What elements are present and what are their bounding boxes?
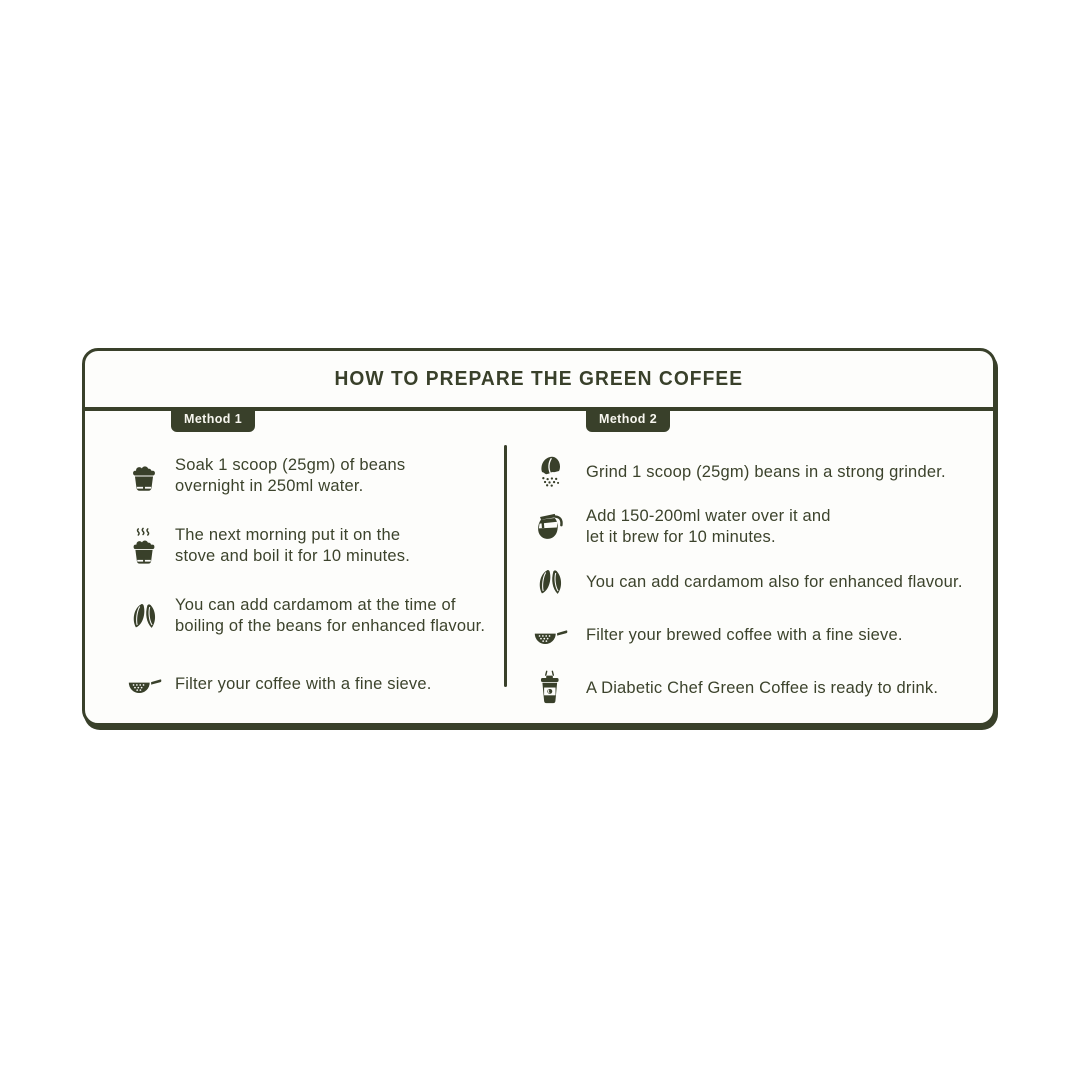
cardamom-pods-icon	[531, 563, 569, 601]
step-text	[175, 455, 405, 497]
grinder-bean-icon	[531, 453, 569, 491]
step-line: overnight in 250ml water.	[175, 477, 364, 495]
soaking-pot-icon	[125, 457, 163, 495]
step-line: Add 150-200ml water over it and	[586, 507, 831, 525]
step-line: Grind 1 scoop (25gm) beans in a strong grinder.	[586, 462, 946, 481]
step-line: boiling of the beans for enhanced flavour.	[175, 617, 486, 635]
step-text	[586, 678, 938, 699]
takeaway-cup-icon	[531, 669, 569, 707]
method-1-step-4	[125, 665, 485, 703]
step-text	[586, 462, 946, 483]
step-text	[586, 625, 903, 646]
step-text	[175, 525, 410, 567]
method-1-step-3	[125, 595, 485, 637]
card-title: HOW TO PREPARE THE GREEN COFFEE	[334, 367, 744, 390]
step-text	[175, 595, 485, 637]
step-text	[586, 506, 831, 548]
instruction-card	[82, 348, 996, 726]
step-text	[586, 572, 963, 593]
card-content	[85, 411, 993, 720]
cardamom-pods-icon	[125, 597, 163, 635]
sieve-icon	[531, 616, 569, 654]
method-2-step-2	[531, 506, 981, 548]
step-line: Soak 1 scoop (25gm) of beans	[175, 456, 406, 474]
step-line: You can add cardamom at the time of	[175, 596, 456, 614]
sieve-icon	[125, 665, 163, 703]
method-2-step-4	[531, 616, 981, 654]
card-header	[85, 351, 993, 426]
step-line: Filter your brewed coffee with a fine sieve.	[586, 625, 903, 644]
step-text	[175, 674, 432, 695]
step-line: let it brew for 10 minutes.	[586, 528, 776, 546]
column-divider	[504, 445, 507, 687]
step-line: The next morning put it on the	[175, 526, 401, 544]
step-line: You can add cardamom also for enhanced flavour.	[586, 572, 963, 591]
step-line: stove and boil it for 10 minutes.	[175, 547, 410, 565]
method-1-step-1	[125, 455, 485, 497]
coffee-carafe-icon	[531, 508, 569, 546]
method-1-step-2	[125, 525, 485, 567]
method-1-column	[125, 455, 485, 703]
step-line: A Diabetic Chef Green Coffee is ready to drink.	[586, 678, 939, 697]
method-2-step-3	[531, 563, 981, 601]
method-2-step-1	[531, 453, 981, 491]
step-line: Filter your coffee with a fine sieve.	[175, 674, 432, 693]
method-2-column	[531, 453, 981, 707]
boiling-pot-icon	[125, 527, 163, 565]
method-1-badge: Method 1	[171, 407, 255, 432]
method-2-step-5	[531, 669, 981, 707]
method-2-badge: Method 2	[586, 407, 670, 432]
